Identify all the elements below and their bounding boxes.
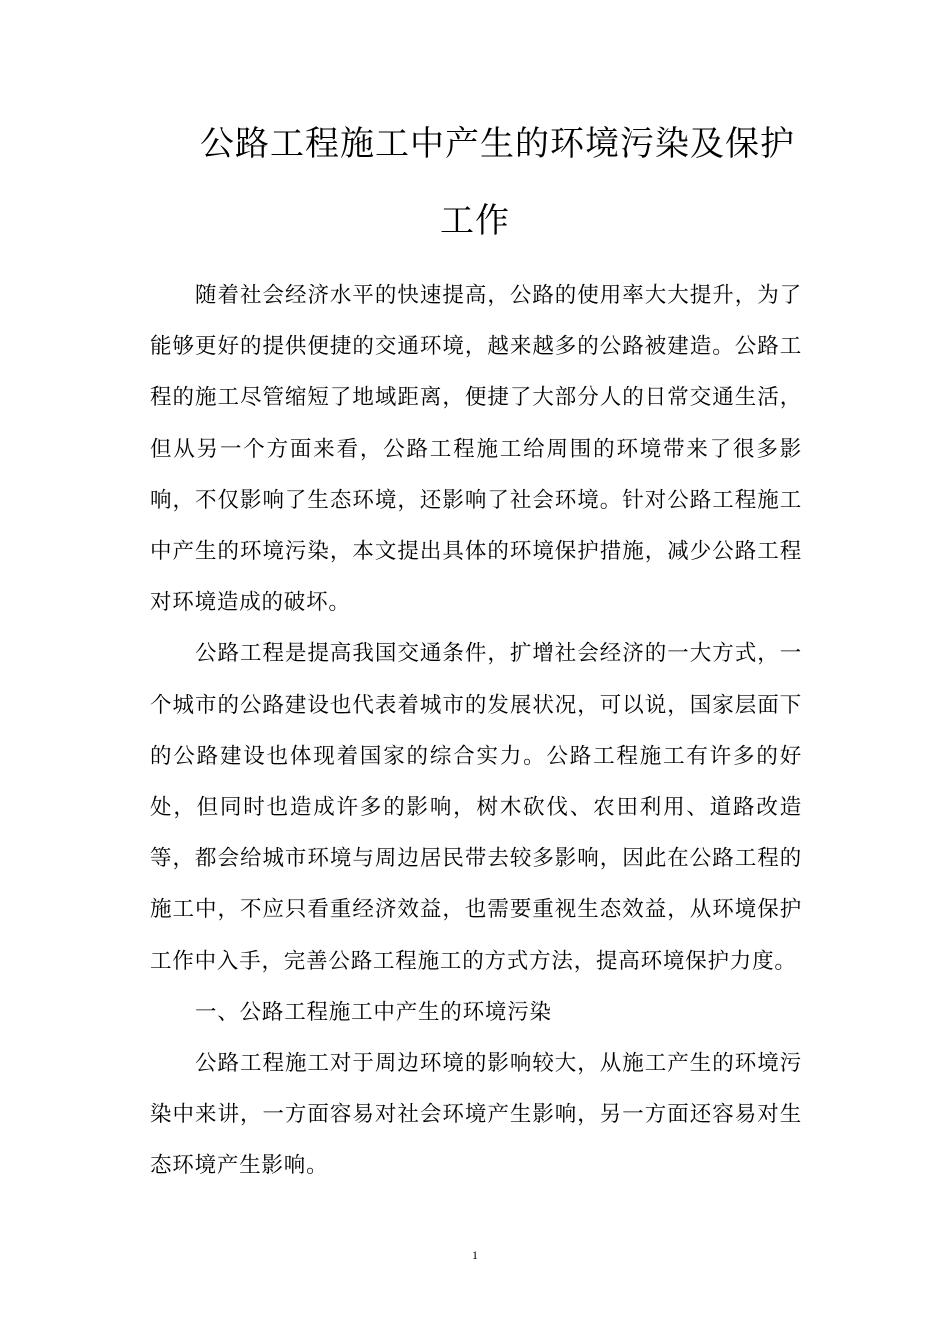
paragraph-intro: 随着社会经济水平的快速提高，公路的使用率大大提升，为了能够更好的提供便捷的交通环境，越来越多的公路被建造。公路工程的施工尽管缩短了地域距离，便捷了大部分人的日常交通生活，但从另一个方面来看，公路工程施工给周围的环境带来了很多影响，不仅影响了生态环境，还影响了社会环境。针对公路工程施工中产生的环境污染，本文提出具体的环境保护措施，减少公路工程对环境造成的破坏。 [150,283,802,616]
document-title-line-1: 公路工程施工中产生的环境污染及保护 [200,124,795,164]
document-title-line-2: 工作 [440,201,510,241]
paragraph-section-intro: 公路工程施工对于周边环境的影响较大，从施工产生的环境污染中来讲，一方面容易对社会环境产生影响，另一方面还容易对生态环境产生影响。 [150,1051,802,1179]
document-body [150,270,802,1192]
page-number: 1 [472,1248,478,1262]
section-heading: 一、公路工程施工中产生的环境污染 [195,999,552,1025]
paragraph-background: 公路工程是提高我国交通条件，扩增社会经济的一大方式，一个城市的公路建设也代表着城市的发展状况，可以说，国家层面下的公路建设也体现着国家的综合实力。公路工程施工有许多的好处，但同时也造成许多的影响，树木砍伐、农田利用、道路改造等，都会给城市环境与周边居民带去较多影响，因此在公路工程的施工中，不应只看重经济效益，也需要重视生态效益，从环境保护工作中入手，完善公路工程施工的方式方法，提高环境保护力度。 [150,641,802,974]
